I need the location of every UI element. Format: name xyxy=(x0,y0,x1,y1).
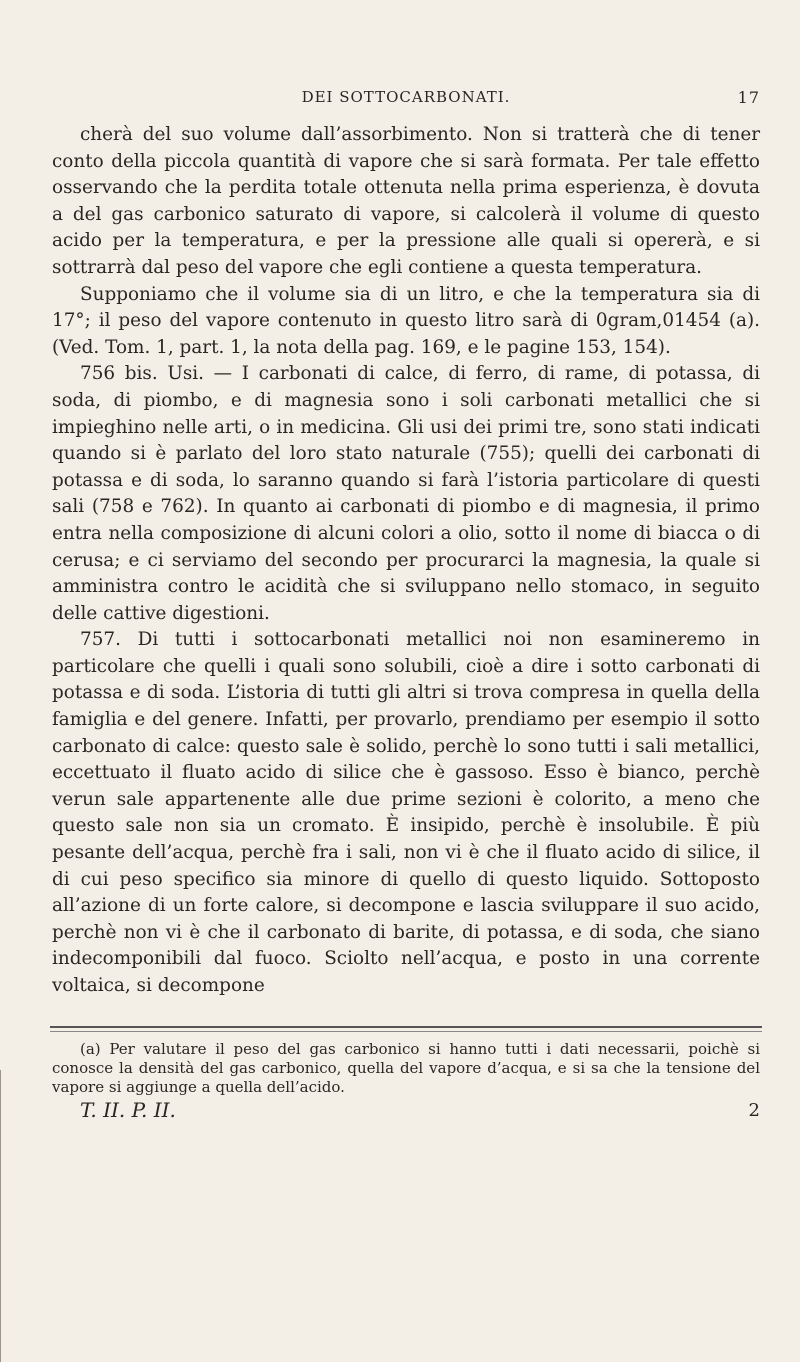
footnote-text: (a) Per valutare il peso del gas carbonico si hanno tutti i dati necessarii, poichè si conosce la densità del gas carbonico, quella del vapore d’acqua, e si sa che la tensione del vapore si aggiunge a quella dell’acido. xyxy=(52,1040,760,1096)
signature-mark: T. II. P. II. xyxy=(80,1098,176,1122)
paragraph-756-bis: 756 bis. Usi. — I carbonati di calce, di ferro, di rame, di potassa, di soda, di piombo, e di magnesia sono i soli carbonati metallici che si impieghino nelle arti, o in medicina. Gli usi dei primi tre, sono stati indicati quando si è parlato del loro stato naturale (755); quelli dei carbonati di potassa e di soda, lo saranno quando si farà l’istoria particolare di questi sali (758 e 762). In quanto ai carbonati di piombo e di magnesia, il primo entra nella composizione di alcuni colori a olio, sotto il nome di biacca o di cerusa; e ci serviamo del secondo per procurarci la magnesia, la quale si amministra contro le acidità che si sviluppano nello stomaco, in seguito delle cattive digestioni. xyxy=(52,363,760,624)
page-header xyxy=(52,88,760,114)
main-text xyxy=(52,122,760,1000)
running-title: DEI SOTTOCARBONATI. xyxy=(301,88,511,106)
signature-number: 2 xyxy=(748,1100,760,1121)
page-number: 17 xyxy=(737,88,760,107)
signature-row xyxy=(80,1098,760,1122)
paragraph-continuation: cherà del suo volume dall’assorbimento. Non si tratterà che di tener conto della piccola quantità di vapore che si sarà formata. Per tale effetto osservando che la perdita totale ottenuta nella prima esperienza, è dovuta a del gas carbonico saturato di vapore, si calcolerà il volume di questo acido per la temperatura, e per la pressione alle quali si opererà, e si sottrarrà dal peso del vapore che egli contiene a questa temperatura. xyxy=(52,124,760,278)
binding-edge xyxy=(0,1070,9,1362)
paragraph-757: 757. Di tutti i sottocarbonati metallici noi non esamineremo in particolare che quelli i quali sono solubili, cioè a dire i sotto carbonati di potassa e di soda. L’istoria di tutti gli altri si trova compresa in quella della famiglia e del genere. Infatti, per provarlo, prendiamo per esempio il sotto carbonato di calce: questo sale è solido, perchè lo sono tutti i sali metallici, eccettuato il fluato acido di silice che è gassoso. Esso è bianco, perchè verun sale appartenente alle due prime sezioni è colorito, a meno che questo sale non sia un cromato. È insipido, perchè è insolubile. È più pesante dell’acqua, perchè fra i sali, non vi è che il fluato acido di silice, il di cui peso specifico sia minore di quello di questo liquido. Sottoposto all’azione di un forte calore, si decompone e lascia sviluppare il suo acido, perchè non vi è che il carbonato di barite, di potassa, e di soda, che siano indecomponibili dal fuoco. Sciolto nell’acqua, e posto in una corrente voltaica, si decompone xyxy=(52,629,760,996)
footnote-rule-thin xyxy=(50,1031,762,1032)
footnote-rule xyxy=(50,1026,762,1028)
paragraph-supponiamo: Supponiamo che il volume sia di un litro, e che la temperatura sia di 17°; il peso del vapore contenuto in questo litro sarà di 0gram,01454 (a). (Ved. Tom. 1, part. 1, la nota della pag. 169, e le pagine 153, 154). xyxy=(52,283,760,358)
footnote xyxy=(52,1040,760,1097)
